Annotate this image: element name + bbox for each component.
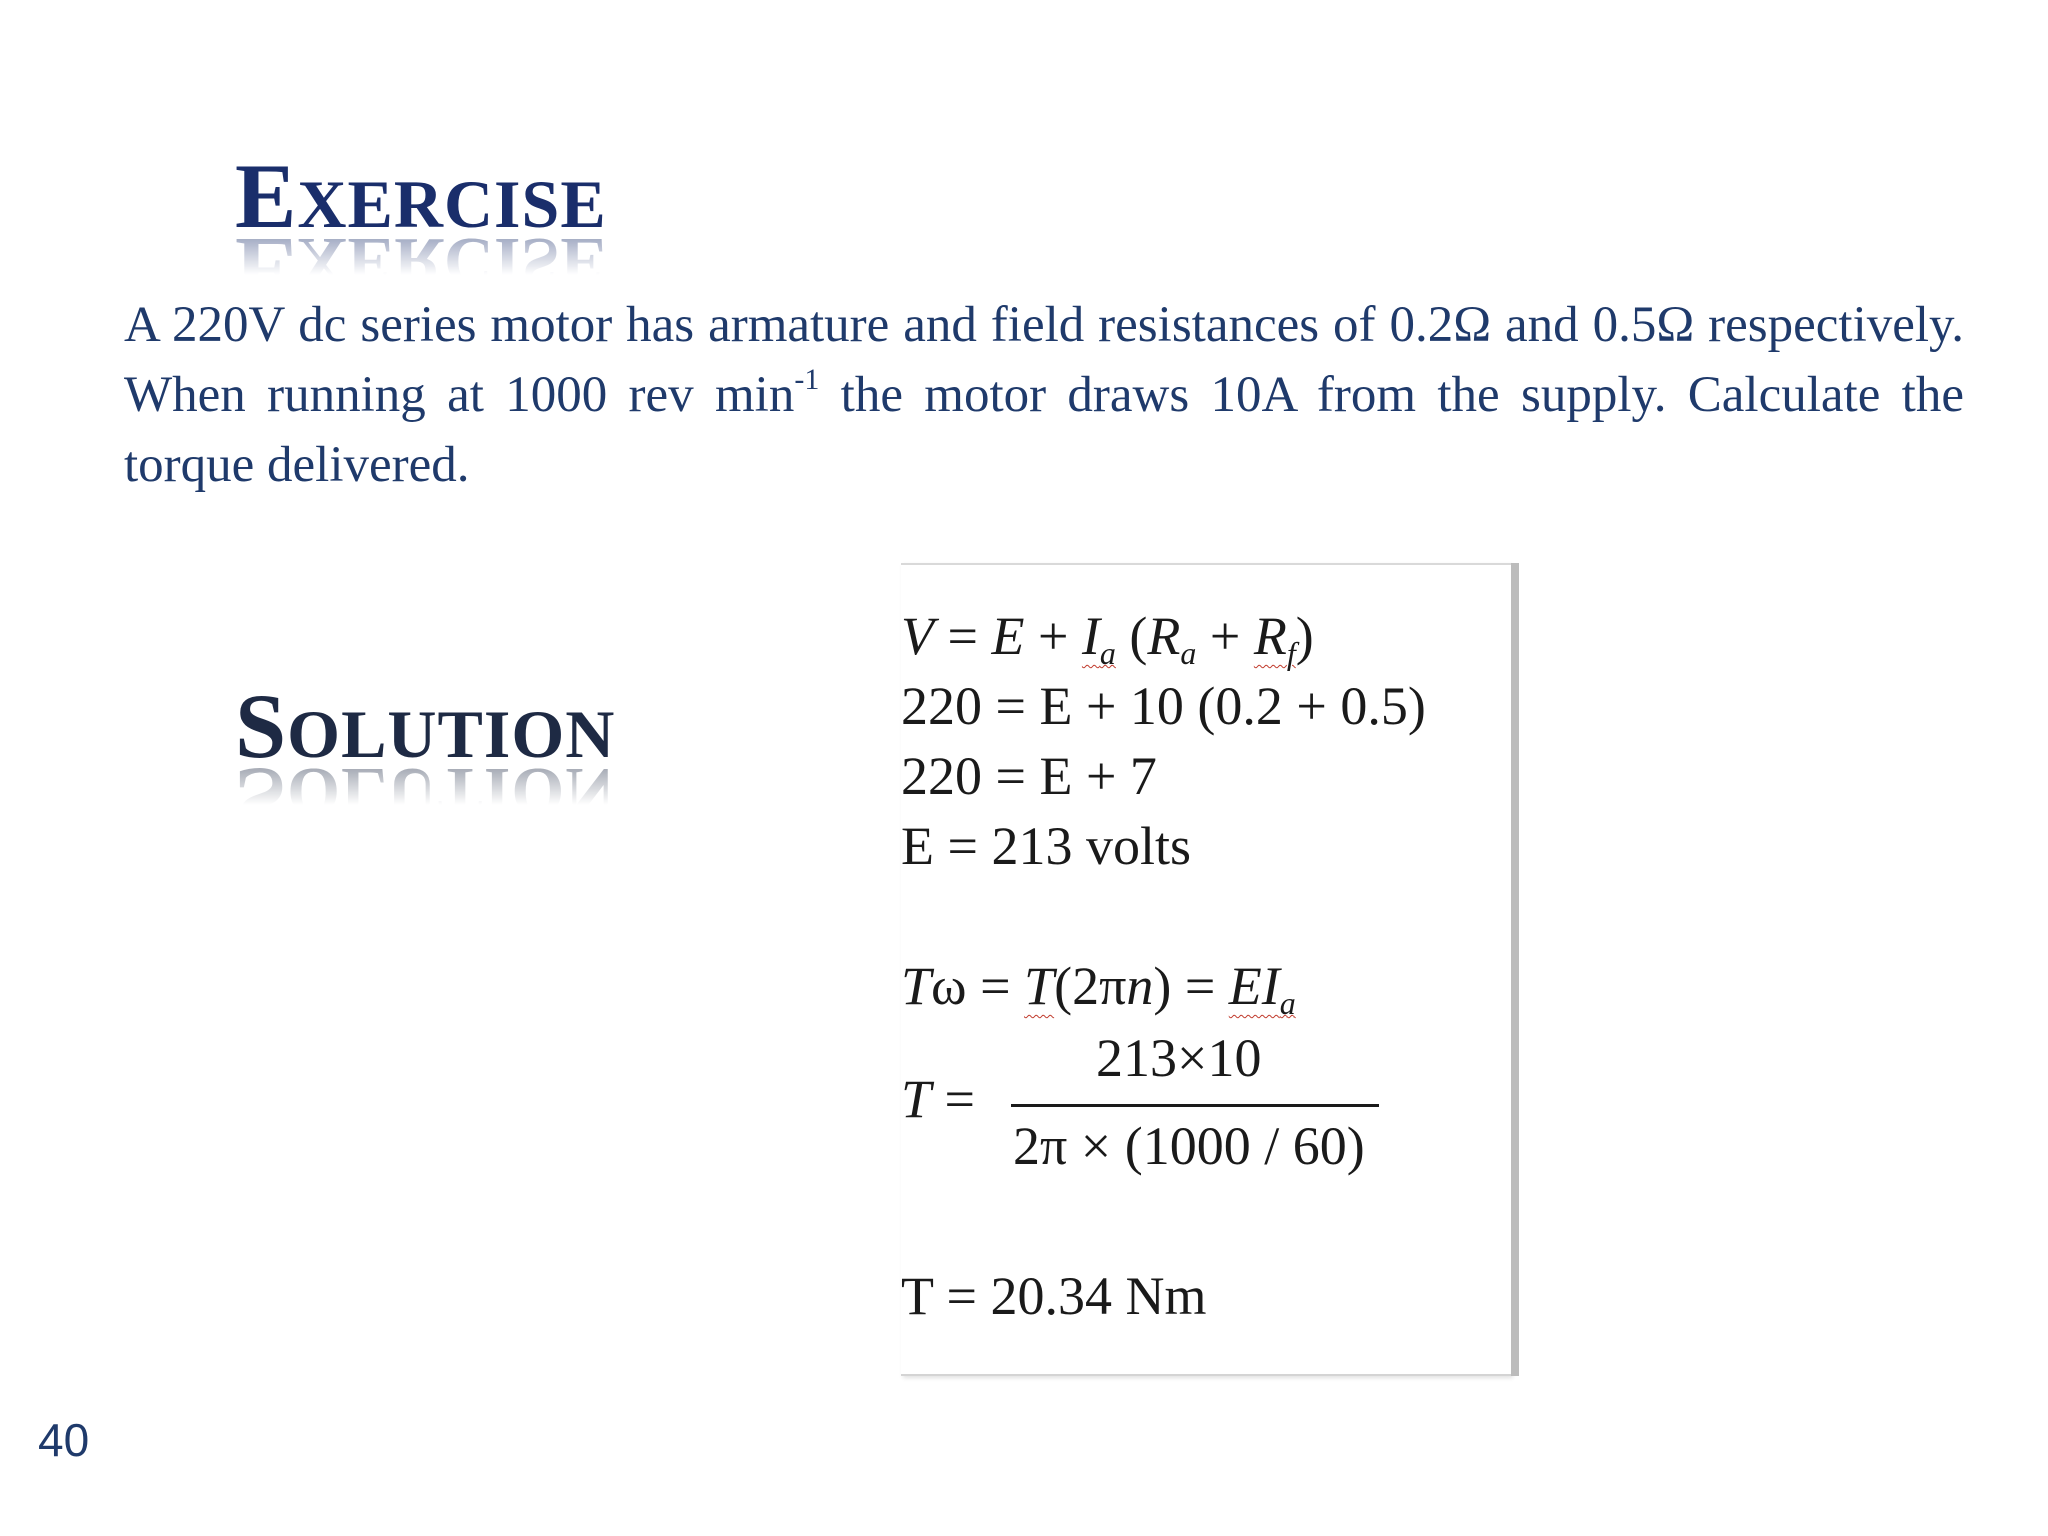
equation-emf-result: E = 213 volts (901, 816, 1191, 876)
exercise-heading: EXERCISE (235, 145, 607, 247)
equation-simplified: 220 = E + 7 (901, 746, 1157, 806)
fraction-denominator: 2π × (1000 / 60) (1013, 1116, 1365, 1176)
solution-heading: SOLUTION (235, 675, 616, 777)
equation-torque-result: T = 20.34 Nm (901, 1266, 1207, 1326)
equation-voltage: $V = E + I_a$ $(R_a + R_f)$ (901, 606, 1314, 671)
equation-power-balance: $T\omega = T(2\pi n) = EI_a$ (901, 956, 1296, 1021)
solution-equations-box (901, 563, 1511, 1376)
page-number: 40 (38, 1414, 90, 1466)
equation-torque-label: T = (901, 1069, 976, 1129)
problem-statement: A 220V dc series motor has armature and field resistances of 0.2Ω and 0.5Ω respectively. When running at 1000 rev $\min^{-1}$ the motor draws 10A from the supply. Calculate the torque delivered. (124, 297, 1964, 493)
exponent-superscript: -1 (794, 363, 820, 396)
fraction-numerator: 213×10 (1096, 1028, 1262, 1088)
fraction-bar (1011, 1104, 1379, 1107)
equation-substitution: 220 = E + 10 (0.2 + 0.5) (901, 676, 1426, 736)
